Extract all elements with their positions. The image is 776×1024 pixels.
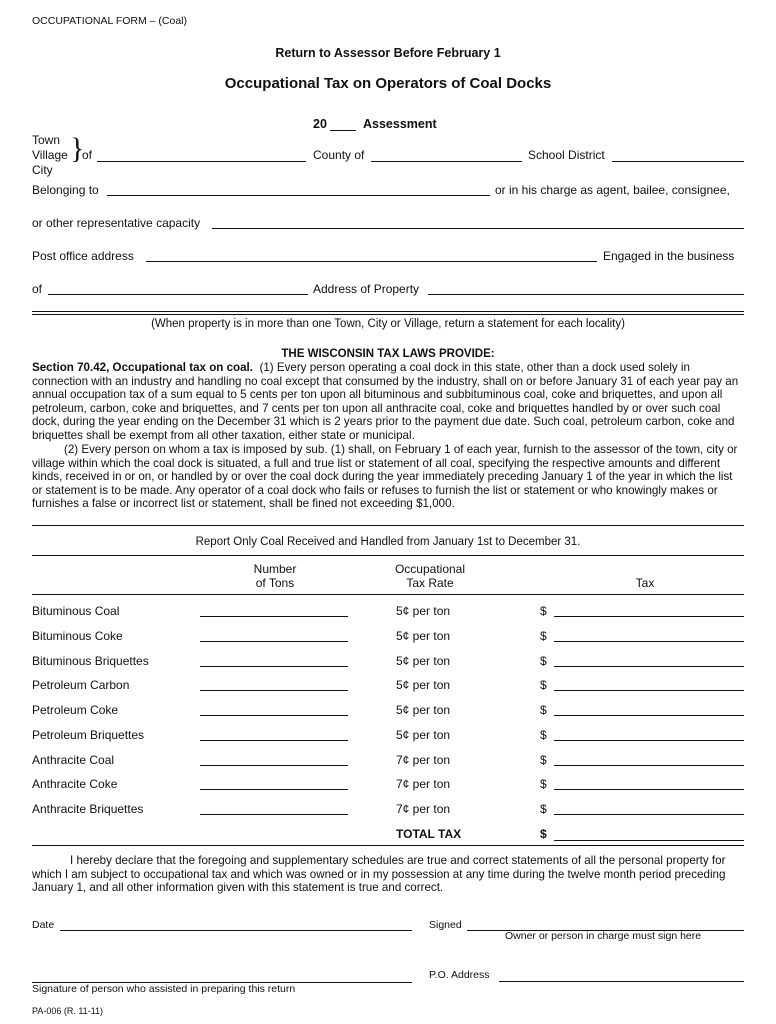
table-row-item: Anthracite Briquettes xyxy=(32,802,144,816)
rate-header: Occupational Tax Rate xyxy=(394,562,466,590)
section-paragraph-2 xyxy=(32,443,744,511)
county-field[interactable] xyxy=(371,161,522,162)
law-heading: THE WISCONSIN TAX LAWS PROVIDE: xyxy=(281,348,495,360)
tons-field[interactable] xyxy=(200,666,348,667)
owner-note: Owner or person in charge must sign here xyxy=(505,930,702,942)
divider xyxy=(32,594,744,595)
assessment-year-prefix: 20 xyxy=(313,117,327,131)
tons-field[interactable] xyxy=(200,765,348,766)
table-row-rate: 7¢ per ton xyxy=(396,777,451,791)
town-label: Town xyxy=(32,133,61,147)
rep-capacity-label: or other representative capacity xyxy=(32,216,201,230)
municipality-type-labels xyxy=(32,133,68,178)
assistant-label: Signature of person who assisted in preparing this return xyxy=(32,983,296,995)
post-office-label: Post office address xyxy=(32,249,134,263)
report-note: Report Only Coal Received and Handled from January 1st to December 31. xyxy=(195,536,581,548)
footer-code: PA-006 (R. 11-11) xyxy=(32,1006,104,1016)
tons-field[interactable] xyxy=(200,789,348,790)
total-tax-label: TOTAL TAX xyxy=(396,827,462,841)
page-title: Occupational Tax on Operators of Coal Docks xyxy=(224,75,552,92)
date-field[interactable] xyxy=(60,930,412,931)
tons-field[interactable] xyxy=(200,690,348,691)
tons-header: Number of Tons xyxy=(253,562,297,590)
address-property-label: Address of Property xyxy=(313,282,420,296)
tax-field[interactable] xyxy=(554,789,744,790)
tax-field[interactable] xyxy=(554,814,744,815)
section-paragraph-1 xyxy=(32,361,744,443)
table-row-rate: 5¢ per ton xyxy=(396,728,451,742)
assessment-year-field[interactable] xyxy=(330,130,356,131)
table-row-dollar: $ xyxy=(540,678,547,692)
date-label: Date xyxy=(32,919,55,931)
table-row-rate: 5¢ per ton xyxy=(396,703,451,717)
table-row-rate: 5¢ per ton xyxy=(396,654,451,668)
divider xyxy=(32,555,744,556)
tons-field[interactable] xyxy=(200,715,348,716)
county-label: County of xyxy=(313,148,365,162)
table-row-rate: 5¢ per ton xyxy=(396,678,451,692)
city-label: City xyxy=(32,163,53,177)
table-row-dollar: $ xyxy=(540,703,547,717)
belonging-to-field[interactable] xyxy=(107,195,490,196)
of-label: of xyxy=(82,148,93,162)
tax-field[interactable] xyxy=(554,641,744,642)
business-of-label: of xyxy=(32,282,43,296)
school-district-label: School District xyxy=(528,148,605,162)
business-field[interactable] xyxy=(48,294,308,295)
brace-icon: } xyxy=(70,132,85,165)
table-row-item: Bituminous Coal xyxy=(32,604,120,618)
agent-text: or in his charge as agent, bailee, consignee, xyxy=(495,183,730,197)
village-label: Village xyxy=(32,148,68,162)
divider xyxy=(32,314,744,315)
divider xyxy=(32,845,744,846)
table-row-dollar: $ xyxy=(540,604,547,618)
table-row-item: Petroleum Carbon xyxy=(32,678,130,692)
tons-field[interactable] xyxy=(200,740,348,741)
table-row-dollar: $ xyxy=(540,777,547,791)
table-row-rate: 7¢ per ton xyxy=(396,753,451,767)
tax-field[interactable] xyxy=(554,765,744,766)
table-row-item: Anthracite Coal xyxy=(32,753,115,767)
table-row-dollar: $ xyxy=(540,728,547,742)
declaration-text: I hereby declare that the foregoing and supplementary schedules are true and correct statements of all the personal property for which I am subject to occupational tax and which was owned or in my possession at any time during the twelve month period preceding January 1, and all other information given with this statement is true and correct. xyxy=(32,854,726,895)
tax-field[interactable] xyxy=(554,740,744,741)
tax-field[interactable] xyxy=(554,690,744,691)
po-address-label: P.O. Address xyxy=(429,969,490,981)
engaged-label: Engaged in the business xyxy=(603,249,735,263)
total-tax-field[interactable] xyxy=(554,840,744,841)
po-address-field[interactable] xyxy=(499,981,744,982)
divider xyxy=(32,525,744,526)
municipality-name-field[interactable] xyxy=(97,161,306,162)
rep-capacity-field[interactable] xyxy=(212,228,744,229)
form-id: OCCUPATIONAL FORM – (Coal) xyxy=(32,15,187,27)
assessment-label: Assessment xyxy=(363,117,437,131)
post-office-field[interactable] xyxy=(146,261,597,262)
belonging-to-label: Belonging to xyxy=(32,183,99,197)
tax-field[interactable] xyxy=(554,616,744,617)
table-row-dollar: $ xyxy=(540,654,547,668)
table-row-rate: 7¢ per ton xyxy=(396,802,451,816)
divider xyxy=(32,311,744,312)
signed-label: Signed xyxy=(429,919,462,931)
table-row-item: Bituminous Coke xyxy=(32,629,123,643)
section-title: Section 70.42, Occupational tax on coal. xyxy=(32,361,253,374)
tax-field[interactable] xyxy=(554,666,744,667)
tax-header: Tax xyxy=(635,576,655,590)
table-row-item: Bituminous Briquettes xyxy=(32,654,149,668)
total-dollar-sign: $ xyxy=(540,827,547,841)
table-row-dollar: $ xyxy=(540,802,547,816)
section-p2-text: (2) Every person on whom a tax is imposed by sub. (1) shall, on February 1 of each year, furnish to the assessor of the town, city or village within which the coal dock is situated, a full and true list or statement of all coal, specifying the respective amounts and different kinds, received in or on, or handled by or over the coal dock during the year immediately preceding January 1 of the year in which the list or statement is to be made. Any operator of a coal dock who fails or refuses to furnish the list or statement or who knowingly makes or furnishes a false or incorrect list or statement, shall be fined not exceeding $1,000. xyxy=(32,443,738,511)
section-p1-text: (1) Every person operating a coal dock in this state, other than a dock used solely in connection with an industry and handling no coal except that consumed by the industry, shall on or before January 31 of each year pay an annual occupation tax of a sum equal to 5 cents per ton upon all bituminous and subbituminous coal, coke and briquettes, and upon all petroleum, carbon, coke and briquettes, and 7 cents per ton upon all anthracite coal, coke and briquettes handled by or over such coal dock, during the year ending on the December 31 which is 2 years prior to the payment due date. Such coal, petroleum carbon, coke and briquettes shall be exempt from all other taxation, either state or municipal. xyxy=(32,361,739,442)
address-property-field[interactable] xyxy=(428,294,744,295)
school-district-field[interactable] xyxy=(612,161,744,162)
table-row-item: Petroleum Coke xyxy=(32,703,119,717)
tons-field[interactable] xyxy=(200,616,348,617)
table-row-rate: 5¢ per ton xyxy=(396,629,451,643)
tons-field[interactable] xyxy=(200,641,348,642)
return-notice: Return to Assessor Before February 1 xyxy=(275,46,501,60)
table-row-item: Petroleum Briquettes xyxy=(32,728,145,742)
table-row-item: Anthracite Coke xyxy=(32,777,118,791)
tax-field[interactable] xyxy=(554,715,744,716)
tons-field[interactable] xyxy=(200,814,348,815)
table-row-dollar: $ xyxy=(540,629,547,643)
locality-note: (When property is in more than one Town, City or Village, return a statement for each locality) xyxy=(151,318,625,330)
table-row-rate: 5¢ per ton xyxy=(396,604,451,618)
table-row-dollar: $ xyxy=(540,753,547,767)
